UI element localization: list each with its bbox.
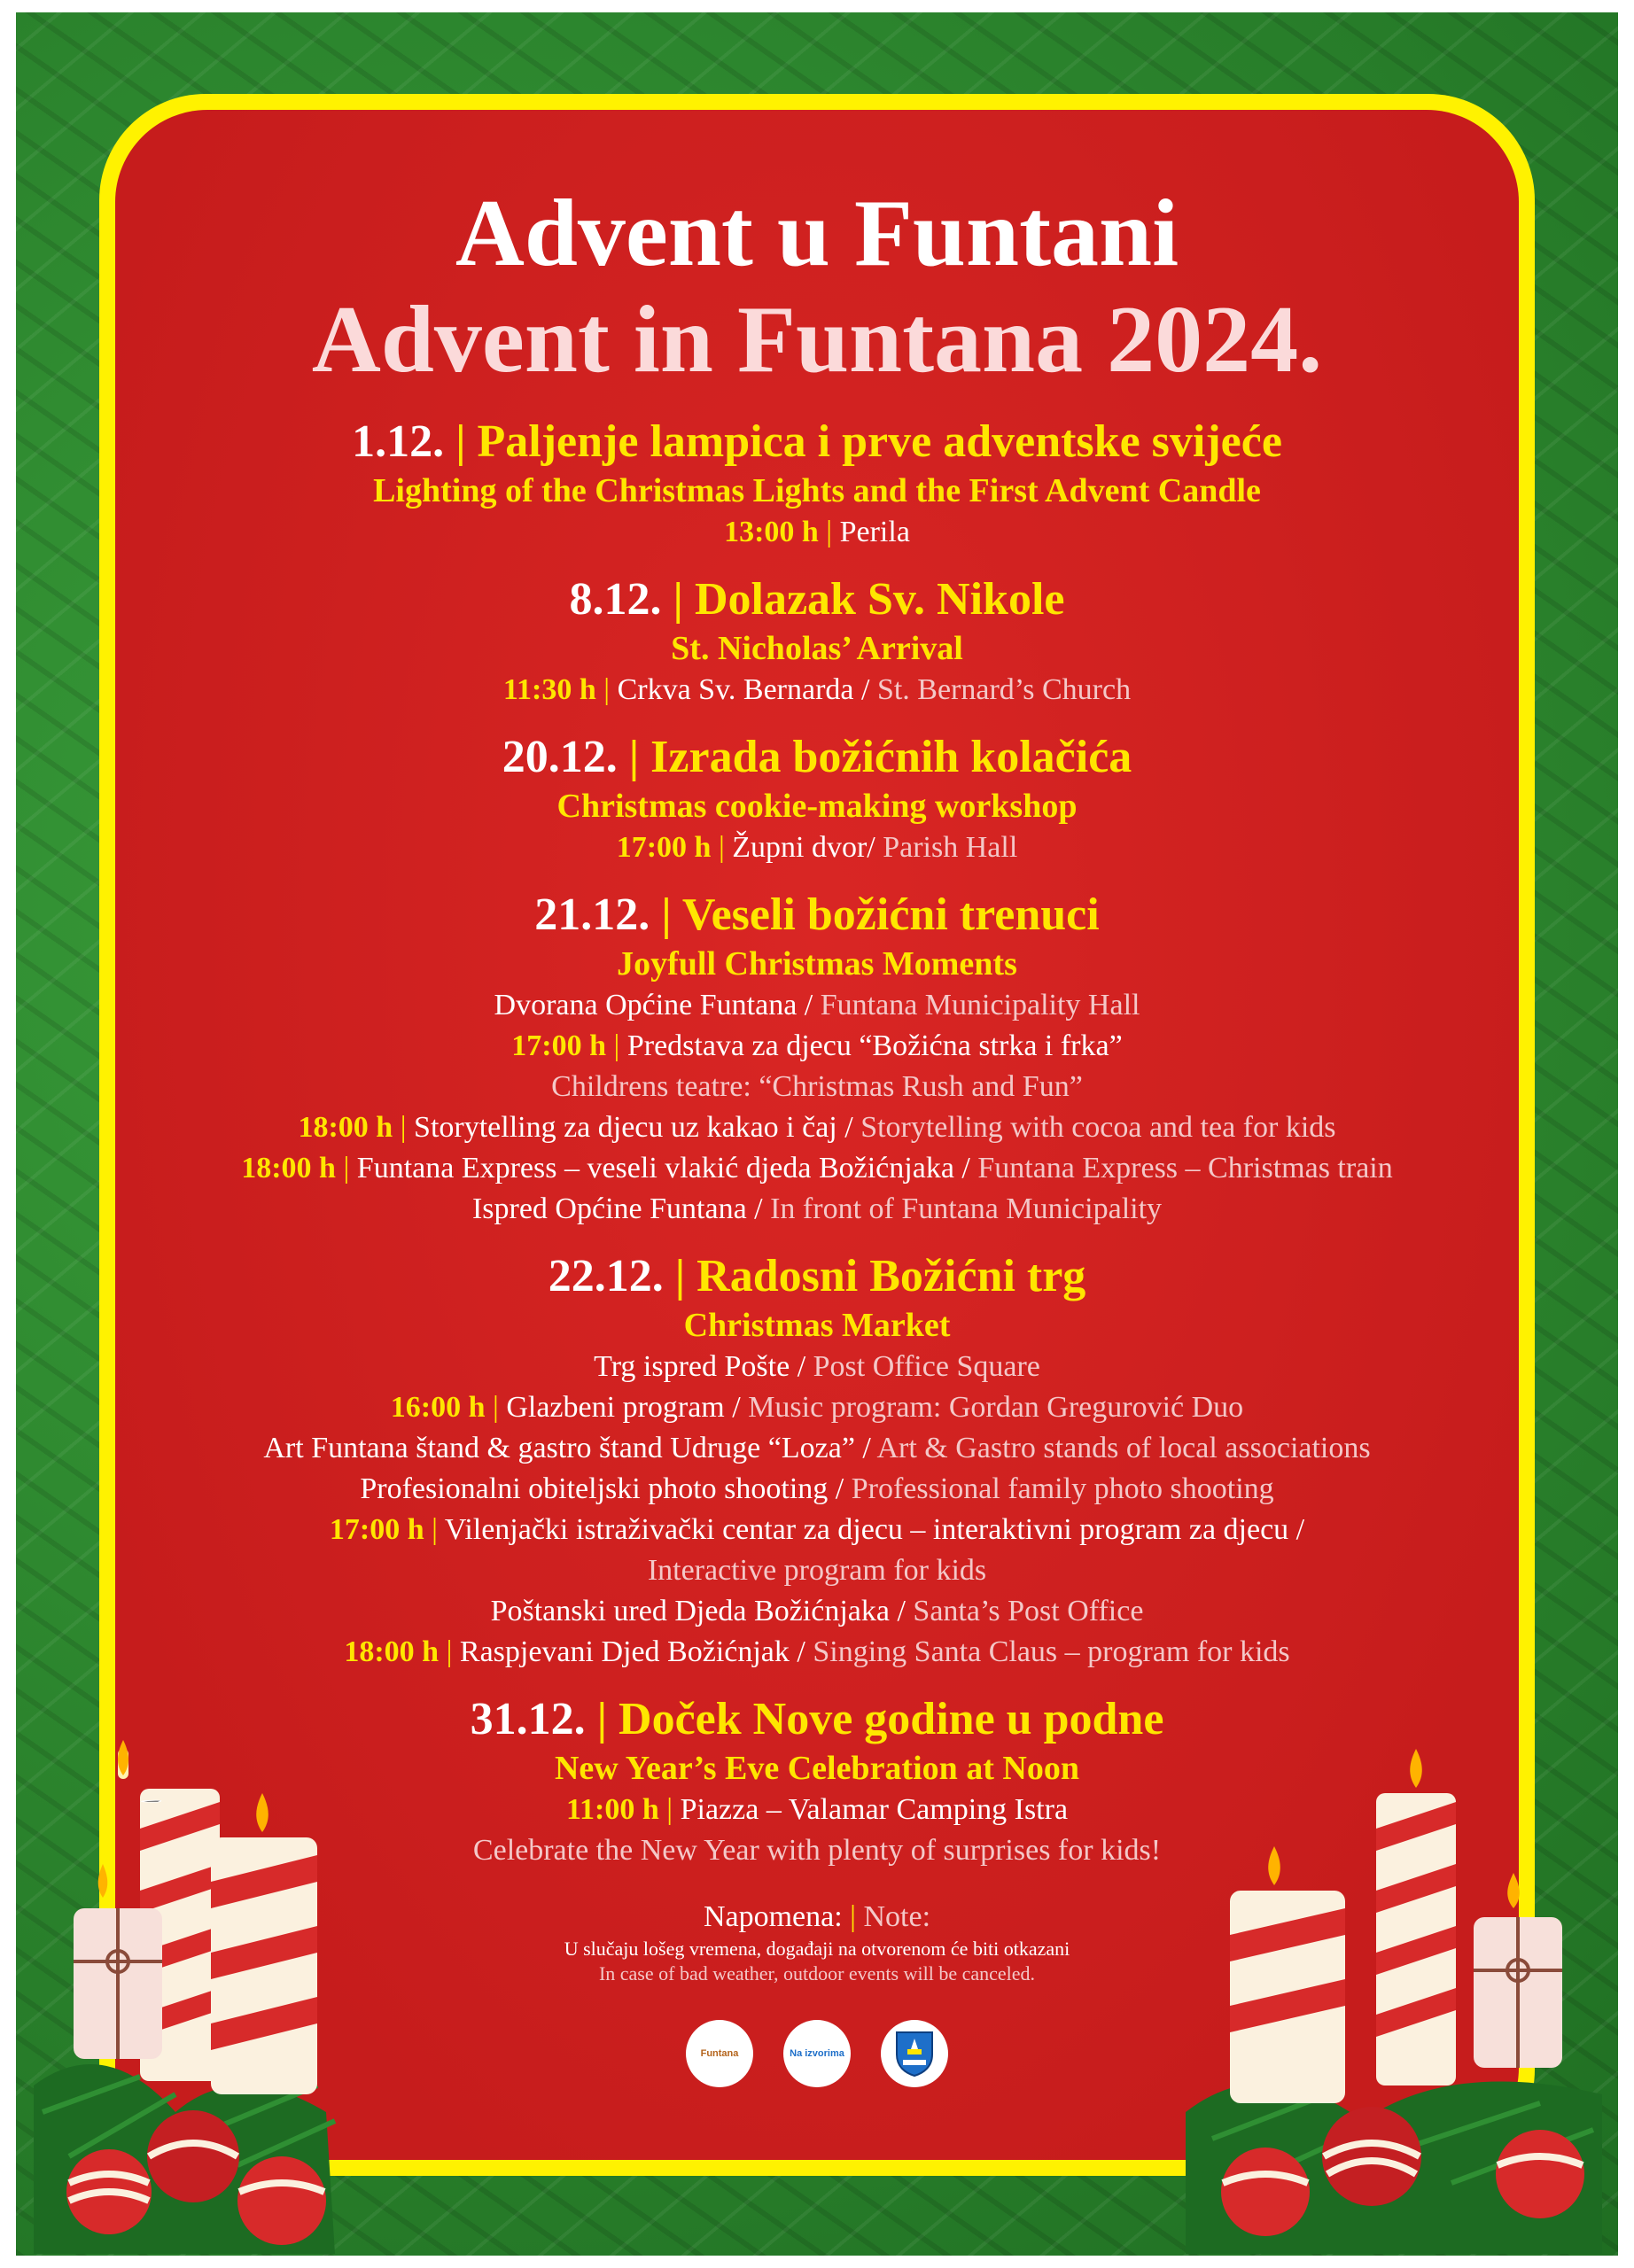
event-heading xyxy=(115,888,1519,943)
time-separator: | xyxy=(826,516,833,548)
event-detail-text: Poštanski ured Djeda Božićnjaka / xyxy=(490,1595,906,1627)
event-detail-text: Ispred Općine Funtana / xyxy=(471,1192,763,1225)
event-time: 18:00 h xyxy=(298,1111,393,1144)
na-izvorima-logo-text: Na izvorima xyxy=(790,2048,844,2059)
event-detail-text: Vilenjački istraživački centar za djecu – interaktivni program za djecu / xyxy=(444,1513,1305,1546)
event-date: 1.12. xyxy=(352,416,445,467)
event-detail-text: Raspjevani Djed Božićnjak / xyxy=(459,1635,805,1668)
event-detail-text-en: Interactive program for kids xyxy=(647,1554,987,1587)
event-detail-line xyxy=(115,1067,1519,1107)
event-detail-text-en: Funtana Express – Christmas train xyxy=(969,1152,1393,1184)
event-detail-text: Profesionalni obiteljski photo shooting / xyxy=(360,1472,844,1505)
event-time: 11:30 h xyxy=(502,673,596,706)
events-list xyxy=(115,415,1519,1871)
event-detail-text: Dvorana Općine Funtana / xyxy=(494,989,813,1021)
event-detail-line xyxy=(115,1347,1519,1387)
event-separator: | xyxy=(628,732,640,782)
event-detail-text: Predstava za djecu “Božićna strka i frka” xyxy=(626,1029,1123,1062)
event-block xyxy=(115,415,1519,553)
poster-background xyxy=(16,12,1618,2256)
event-date: 21.12. xyxy=(534,889,650,940)
event-time: 18:00 h xyxy=(241,1152,336,1184)
event-separator: | xyxy=(673,574,683,625)
time-separator: | xyxy=(666,1793,673,1826)
event-detail-text-en: Celebrate the New Year with plenty of surprises for kids! xyxy=(472,1834,1162,1867)
event-time: 17:00 h xyxy=(616,831,712,864)
event-detail-line xyxy=(115,1026,1519,1067)
event-date: 22.12. xyxy=(548,1251,664,1301)
event-detail-line xyxy=(115,827,1519,868)
na-izvorima-logo xyxy=(783,2020,851,2087)
time-separator: | xyxy=(603,673,611,706)
funtana-logo-text: Funtana xyxy=(700,2048,739,2059)
event-title: Dolazak Sv. Nikole xyxy=(694,574,1065,625)
event-detail-line xyxy=(115,1591,1519,1632)
event-detail-text: Crkva Sv. Bernarda / xyxy=(617,673,870,706)
time-separator: | xyxy=(446,1635,453,1668)
event-detail-line xyxy=(115,1510,1519,1550)
note-label: Napomena: xyxy=(703,1900,843,1933)
event-detail-text: Art Funtana štand & gastro štand Udruge “Loza” / xyxy=(263,1432,871,1464)
event-time: 18:00 h xyxy=(344,1635,440,1668)
event-detail-text-en: Professional family photo shooting xyxy=(844,1472,1274,1505)
time-separator: | xyxy=(343,1152,350,1184)
event-block xyxy=(115,888,1519,1230)
event-block xyxy=(115,1249,1519,1673)
event-detail-line xyxy=(115,512,1519,553)
event-date: 20.12. xyxy=(502,732,618,782)
event-detail-text-en: Art & Gastro stands of local associations xyxy=(870,1432,1371,1464)
event-separator: | xyxy=(674,1251,686,1301)
event-detail-text-en: Santa’s Post Office xyxy=(905,1595,1144,1627)
note-separator: | xyxy=(850,1900,856,1933)
event-heading xyxy=(115,730,1519,785)
event-title: Doček Nove godine u podne xyxy=(619,1694,1164,1744)
event-title: Izrada božićnih kolačića xyxy=(650,732,1132,782)
event-detail-line xyxy=(115,985,1519,1026)
funtana-logo xyxy=(686,2020,753,2087)
note-text-en: In case of bad weather, outdoor events will be canceled. xyxy=(598,1962,1036,1984)
event-date: 8.12. xyxy=(569,574,662,625)
candles-left-icon xyxy=(34,1740,353,2254)
time-separator: | xyxy=(432,1513,438,1546)
event-title: Veseli božićni trenuci xyxy=(681,889,1100,940)
event-title: Paljenje lampica i prve adventske svijeće xyxy=(477,416,1282,467)
event-heading xyxy=(115,415,1519,470)
event-detail-line xyxy=(115,670,1519,711)
event-detail-line xyxy=(115,1387,1519,1428)
event-subtitle: New Year’s Eve Celebration at Noon xyxy=(554,1750,1080,1787)
title-croatian: Advent u Funtani xyxy=(455,181,1179,286)
event-block xyxy=(115,730,1519,868)
event-detail-text: Trg ispred Pošte / xyxy=(594,1350,806,1383)
event-detail-text-en: Post Office Square xyxy=(805,1350,1040,1383)
time-separator: | xyxy=(493,1391,499,1424)
event-detail-text-en: In front of Funtana Municipality xyxy=(762,1192,1163,1225)
event-heading xyxy=(115,1249,1519,1304)
municipality-coat-of-arms-icon xyxy=(881,2020,948,2087)
event-separator: | xyxy=(596,1694,608,1744)
event-detail-text: Storytelling za djecu uz kakao i čaj / xyxy=(414,1111,853,1144)
event-subtitle: Christmas Market xyxy=(683,1307,951,1344)
event-detail-text: Župni dvor/ xyxy=(732,831,875,864)
candles-right-icon xyxy=(1186,1740,1602,2254)
event-separator: | xyxy=(455,416,466,467)
event-detail-text: Glazbeni program / xyxy=(506,1391,741,1424)
event-time: 17:00 h xyxy=(329,1513,424,1546)
title-english: Advent in Funtana 2024. xyxy=(311,287,1323,392)
event-detail-line xyxy=(115,1632,1519,1673)
event-detail-text-en: Singing Santa Claus – program for kids xyxy=(805,1635,1290,1668)
event-detail-text-en: St. Bernard’s Church xyxy=(869,673,1132,706)
time-separator: | xyxy=(400,1111,407,1144)
time-separator: | xyxy=(718,831,725,864)
event-detail-line xyxy=(115,1148,1519,1189)
event-date: 31.12. xyxy=(470,1694,586,1744)
event-detail-text-en: Funtana Municipality Hall xyxy=(813,989,1140,1021)
event-time: 17:00 h xyxy=(511,1029,607,1062)
event-subtitle: Christmas cookie-making workshop xyxy=(556,788,1078,825)
event-time: 11:00 h xyxy=(565,1793,659,1826)
event-time: 13:00 h xyxy=(724,516,819,548)
event-subtitle: Joyfull Christmas Moments xyxy=(617,945,1017,983)
event-detail-line xyxy=(115,1550,1519,1591)
event-block xyxy=(115,572,1519,711)
time-separator: | xyxy=(613,1029,620,1062)
event-detail-line xyxy=(115,1107,1519,1148)
event-detail-line xyxy=(115,1428,1519,1469)
event-time: 16:00 h xyxy=(390,1391,486,1424)
event-separator: | xyxy=(661,889,672,940)
note-text: U slučaju lošeg vremena, događaji na otvorenom će biti otkazani xyxy=(564,1938,1070,1960)
event-detail-text-en: Music program: Gordan Gregurović Duo xyxy=(740,1391,1244,1424)
event-heading xyxy=(115,1692,1519,1747)
event-subtitle: Lighting of the Christmas Lights and the First Advent Candle xyxy=(373,472,1261,509)
event-detail-text: Funtana Express – veseli vlakić djeda Božićnjaka / xyxy=(356,1152,970,1184)
event-detail-text: Piazza – Valamar Camping Istra xyxy=(680,1793,1069,1826)
event-detail-text-en: Childrens teatre: “Christmas Rush and Fun” xyxy=(551,1070,1083,1103)
event-title: Radosni Božićni trg xyxy=(696,1251,1086,1301)
event-detail-text: Perila xyxy=(839,516,910,548)
event-heading xyxy=(115,572,1519,627)
event-detail-line xyxy=(115,1189,1519,1230)
note-label-en: Note: xyxy=(863,1900,931,1933)
event-subtitle: St. Nicholas’ Arrival xyxy=(671,630,963,667)
event-detail-text-en: Storytelling with cocoa and tea for kids xyxy=(852,1111,1336,1144)
event-detail-line xyxy=(115,1469,1519,1510)
event-detail-text-en: Parish Hall xyxy=(875,831,1018,864)
